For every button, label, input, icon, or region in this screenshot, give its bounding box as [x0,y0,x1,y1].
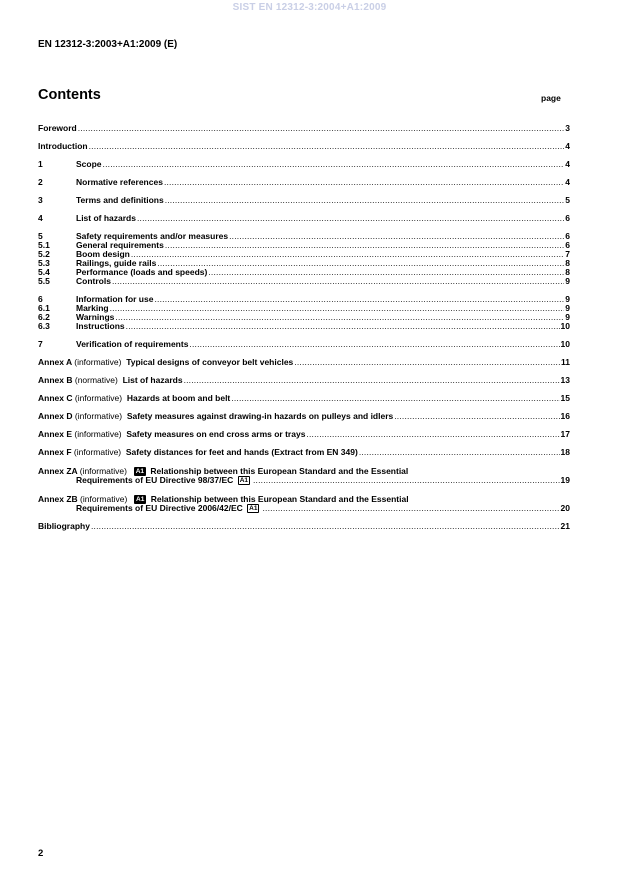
toc-entry-page: 16 [560,411,570,421]
page-number: 2 [38,848,44,859]
toc-entry-title: Controls [76,276,111,286]
annex-type: (informative) [74,411,123,421]
toc-entry-page: 4 [565,159,570,169]
toc-entry-title: Boom design [76,249,130,259]
amendment-end-marker-icon: A1 [249,505,258,512]
toc-entry-bibliography[interactable] [38,522,570,531]
toc-entry-annex-za[interactable] [38,466,570,485]
toc-entry-title [38,430,305,439]
leader-dots [253,476,560,485]
leader-dots [103,160,565,169]
toc-entry-title: Scope [76,159,102,169]
toc-entry-page: 4 [565,177,570,187]
leader-dots [165,241,564,250]
toc-entry-title: List of hazards [76,213,136,223]
annex-label: Annex A [38,357,72,367]
annex-type: (normative) [74,375,118,385]
toc-entry-page: 7 [565,249,570,259]
page-column-label: page [541,93,561,103]
toc-entry-page: 8 [565,267,570,277]
annex-type: (informative) [79,466,127,476]
toc-entry-number: 5 [38,231,43,241]
toc-entry-title: Introduction [38,141,88,151]
toc-entry-normative-references[interactable] [38,178,570,187]
toc-entry-page: 21 [560,521,570,531]
toc-entry-information-for-use[interactable] [38,295,570,304]
leader-dots [189,340,559,349]
annex-type: (informative) [73,447,122,457]
toc-entry-number: 5.5 [38,276,50,286]
toc-entry-page: 13 [560,375,570,385]
leader-dots [131,250,564,259]
toc-entry-number: 5.4 [38,267,50,277]
toc-entry-title: Foreword [38,123,77,133]
leader-dots [115,313,564,322]
annex-label: Annex ZA [38,466,78,476]
toc-entry-title: Warnings [76,312,115,322]
leader-dots [208,268,564,277]
leader-dots [184,376,560,385]
toc-entry-page: 9 [565,303,570,313]
toc-entry-number: 6 [38,294,43,304]
toc-entry-title [38,448,358,457]
toc-entry-controls[interactable] [38,277,570,286]
toc-entry-page: 4 [565,141,570,151]
annex-label: Annex C [38,393,73,403]
toc-entry-number: 7 [38,339,43,349]
leader-dots [154,295,564,304]
toc-entry-annex-c[interactable] [38,394,570,403]
toc-entry-page: 5 [565,195,570,205]
toc-entry-verification[interactable] [38,340,570,349]
leader-dots [359,448,560,457]
toc-entry-annex-e[interactable] [38,430,570,439]
toc-entry-marking[interactable] [38,304,570,313]
leader-dots [306,430,559,439]
annex-title-line2: Requirements of EU Directive 2006/42/EC [76,503,243,513]
toc-entry-list-of-hazards[interactable] [38,214,570,223]
toc-entry-page: 3 [565,123,570,133]
toc-entry-page: 9 [565,294,570,304]
toc-entry-title: Normative references [76,177,163,187]
toc-entry-title: Verification of requirements [76,339,189,349]
leader-dots [110,304,565,313]
leader-dots [294,358,560,367]
toc-entry-number: 5.2 [38,249,50,259]
annex-type: (informative) [80,494,128,504]
toc-entry-foreword[interactable] [38,124,570,133]
toc-entry-title: Marking [76,303,109,313]
toc-entry-number: 5.3 [38,258,50,268]
annex-label: Annex B [38,375,73,385]
toc-entry-number: 6.1 [38,303,50,313]
toc-entry-annex-f[interactable] [38,448,570,457]
annex-title: Safety measures against drawing-in hazards on pulleys and idlers [126,411,394,421]
leader-dots [231,394,559,403]
annex-type: (informative) [74,357,122,367]
amendment-start-marker-icon: A1 [135,468,145,475]
annex-title: Safety distances for feet and hands (Extract from EN 349) [125,447,358,457]
leader-dots [229,232,564,241]
annex-title: Safety measures on end cross arms or trays [126,429,306,439]
page-title: Contents [38,87,101,103]
toc-entry-page: 17 [560,429,570,439]
leader-dots [89,142,565,151]
toc-entry-page: 10 [560,321,570,331]
toc-entry-number: 5.1 [38,240,50,250]
document-watermark: SIST EN 12312-3:2004+A1:2009 [232,2,387,13]
toc-entry-annex-b[interactable] [38,376,570,385]
toc-entry-introduction[interactable] [38,142,570,151]
annex-title: List of hazards [122,375,183,385]
annex-title-line1: Relationship between this European Standard and the Essential [150,494,409,504]
annex-label: Annex D [38,411,73,421]
toc-entry-title: Bibliography [38,521,90,531]
leader-dots [91,522,560,531]
toc-entry-performance[interactable] [38,268,570,277]
toc-entry-title: Terms and definitions [76,195,164,205]
leader-dots [112,277,564,286]
leader-dots [137,214,564,223]
toc-entry-annex-a[interactable] [38,358,570,367]
toc-entry-number: 4 [38,213,43,223]
annex-title-line2: Requirements of EU Directive 98/37/EC [76,475,234,485]
toc-entry-annex-d[interactable] [38,412,570,421]
toc-entry-scope[interactable] [38,160,570,169]
toc-entry-number: 1 [38,159,43,169]
annex-label: Annex E [38,429,73,439]
toc-entry-page: 10 [560,339,570,349]
annex-title: Typical designs of conveyor belt vehicles [126,357,294,367]
annex-type: (informative) [74,393,123,403]
leader-dots [262,504,559,513]
toc-entry-page: 6 [565,231,570,241]
toc-entry-page: 19 [560,475,570,485]
toc-entry-title: Information for use [76,294,154,304]
annex-label: Annex ZB [38,494,78,504]
annex-title-line1: Relationship between this European Standard and the Essential [150,466,409,476]
leader-dots [157,259,564,268]
toc-entry-title [38,412,393,421]
amendment-end-marker-icon: A1 [239,477,248,484]
table-of-contents [38,124,570,531]
toc-entry-title [38,376,183,385]
toc-entry-number: 2 [38,177,43,187]
toc-entry-page: 15 [560,393,570,403]
toc-entry-number: 6.3 [38,321,50,331]
leader-dots [394,412,559,421]
leader-dots [78,124,565,133]
toc-entry-title: Performance (loads and speeds) [76,267,208,277]
toc-entry-page: 11 [561,357,570,367]
toc-entry-instructions[interactable] [38,322,570,331]
toc-entry-title: Instructions [76,321,125,331]
toc-entry-title [38,358,293,367]
annex-label: Annex F [38,447,72,457]
toc-entry-page: 6 [565,213,570,223]
leader-dots [126,322,560,331]
annex-title: Hazards at boom and belt [126,393,231,403]
toc-entry-page: 8 [565,258,570,268]
toc-entry-number: 3 [38,195,43,205]
toc-entry-page: 9 [565,312,570,322]
toc-entry-page: 6 [565,240,570,250]
amendment-start-marker-icon: A1 [136,496,145,503]
toc-entry-title: Safety requirements and/or measures [76,231,229,241]
leader-dots [165,196,565,205]
leader-dots [164,178,564,187]
toc-entry-page: 20 [560,503,570,513]
annex-type: (informative) [74,429,122,439]
toc-entry-annex-zb[interactable] [38,494,570,513]
toc-entry-page: 9 [565,276,570,286]
toc-entry-page: 18 [560,447,570,457]
toc-entry-number: 6.2 [38,312,50,322]
toc-entry-title: General requirements [76,240,164,250]
standard-header: EN 12312-3:2003+A1:2009 (E) [38,39,178,50]
toc-entry-title: Railings, guide rails [76,258,157,268]
toc-entry-title [38,394,230,403]
toc-entry-terms-definitions[interactable] [38,196,570,205]
